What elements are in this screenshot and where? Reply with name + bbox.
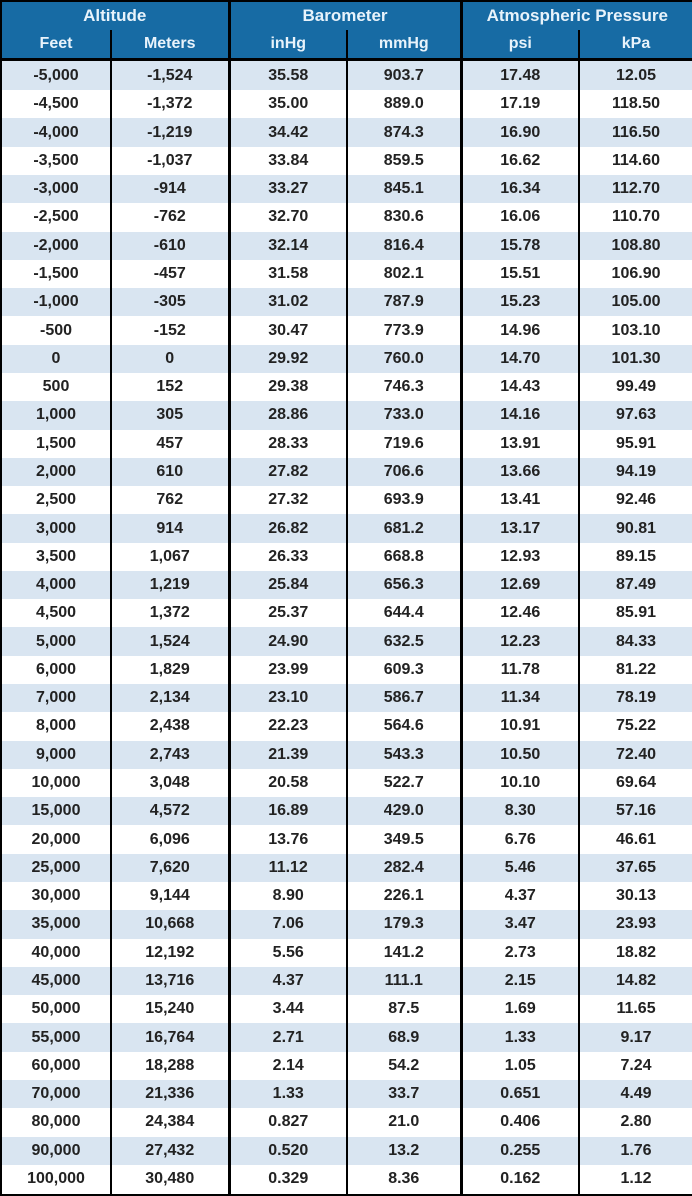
cell-meters: 2,743 (111, 741, 229, 769)
table-row (1, 1108, 692, 1136)
cell-kpa: 89.15 (579, 543, 692, 571)
column-sub-header-row (1, 30, 692, 60)
column-group-feet: Altitude (1, 1, 229, 30)
cell-meters: 3,048 (111, 769, 229, 797)
cell-mmhg: 845.1 (347, 175, 461, 203)
cell-kpa: 110.70 (579, 203, 692, 231)
column-header-kpa: kPa (579, 30, 692, 60)
cell-feet: 7,000 (1, 684, 111, 712)
cell-psi: 8.30 (461, 797, 579, 825)
cell-inhg: 5.56 (229, 939, 347, 967)
cell-mmhg: 681.2 (347, 514, 461, 542)
table-row (1, 458, 692, 486)
cell-feet: -500 (1, 316, 111, 344)
column-group-psi: Atmospheric Pressure (461, 1, 692, 30)
cell-psi: 1.05 (461, 1052, 579, 1080)
table-row (1, 967, 692, 995)
cell-feet: 70,000 (1, 1080, 111, 1108)
cell-feet: 4,000 (1, 571, 111, 599)
cell-mmhg: 830.6 (347, 203, 461, 231)
cell-meters: 2,438 (111, 712, 229, 740)
cell-mmhg: 746.3 (347, 373, 461, 401)
cell-psi: 5.46 (461, 854, 579, 882)
cell-mmhg: 54.2 (347, 1052, 461, 1080)
cell-meters: -152 (111, 316, 229, 344)
cell-inhg: 27.82 (229, 458, 347, 486)
cell-kpa: 90.81 (579, 514, 692, 542)
cell-kpa: 87.49 (579, 571, 692, 599)
cell-inhg: 8.90 (229, 882, 347, 910)
table-row (1, 1052, 692, 1080)
cell-mmhg: 874.3 (347, 118, 461, 146)
cell-mmhg: 141.2 (347, 939, 461, 967)
cell-meters: 1,219 (111, 571, 229, 599)
cell-mmhg: 693.9 (347, 486, 461, 514)
cell-inhg: 2.14 (229, 1052, 347, 1080)
cell-inhg: 32.70 (229, 203, 347, 231)
cell-inhg: 27.32 (229, 486, 347, 514)
cell-psi: 10.10 (461, 769, 579, 797)
cell-mmhg: 773.9 (347, 316, 461, 344)
cell-meters: 2,134 (111, 684, 229, 712)
cell-kpa: 2.80 (579, 1108, 692, 1136)
cell-mmhg: 632.5 (347, 627, 461, 655)
cell-inhg: 20.58 (229, 769, 347, 797)
cell-meters: 1,829 (111, 656, 229, 684)
table-row (1, 797, 692, 825)
cell-meters: 30,480 (111, 1165, 229, 1195)
cell-inhg: 31.02 (229, 288, 347, 316)
cell-meters: -1,037 (111, 147, 229, 175)
cell-kpa: 46.61 (579, 825, 692, 853)
cell-kpa: 57.16 (579, 797, 692, 825)
table-row (1, 712, 692, 740)
cell-meters: -610 (111, 232, 229, 260)
cell-meters: 0 (111, 345, 229, 373)
cell-kpa: 37.65 (579, 854, 692, 882)
cell-mmhg: 21.0 (347, 1108, 461, 1136)
cell-feet: 1,500 (1, 430, 111, 458)
cell-inhg: 25.84 (229, 571, 347, 599)
cell-kpa: 101.30 (579, 345, 692, 373)
cell-feet: 50,000 (1, 995, 111, 1023)
cell-psi: 0.406 (461, 1108, 579, 1136)
cell-mmhg: 226.1 (347, 882, 461, 910)
cell-kpa: 7.24 (579, 1052, 692, 1080)
cell-kpa: 84.33 (579, 627, 692, 655)
cell-psi: 12.69 (461, 571, 579, 599)
cell-psi: 16.34 (461, 175, 579, 203)
cell-mmhg: 564.6 (347, 712, 461, 740)
cell-meters: 27,432 (111, 1137, 229, 1165)
cell-kpa: 23.93 (579, 910, 692, 938)
column-header-mmhg: mmHg (347, 30, 461, 60)
table-row (1, 486, 692, 514)
cell-mmhg: 8.36 (347, 1165, 461, 1195)
cell-meters: 18,288 (111, 1052, 229, 1080)
cell-feet: 6,000 (1, 656, 111, 684)
cell-kpa: 85.91 (579, 599, 692, 627)
table-row (1, 203, 692, 231)
column-header-meters: Meters (111, 30, 229, 60)
cell-meters: 10,668 (111, 910, 229, 938)
cell-meters: 1,067 (111, 543, 229, 571)
cell-feet: 10,000 (1, 769, 111, 797)
cell-inhg: 33.84 (229, 147, 347, 175)
cell-psi: 17.48 (461, 60, 579, 91)
cell-mmhg: 349.5 (347, 825, 461, 853)
cell-psi: 3.47 (461, 910, 579, 938)
cell-inhg: 29.38 (229, 373, 347, 401)
cell-feet: 5,000 (1, 627, 111, 655)
cell-inhg: 0.827 (229, 1108, 347, 1136)
cell-kpa: 69.64 (579, 769, 692, 797)
cell-feet: -1,000 (1, 288, 111, 316)
cell-kpa: 81.22 (579, 656, 692, 684)
column-group-inhg: Barometer (229, 1, 461, 30)
cell-inhg: 4.37 (229, 967, 347, 995)
cell-feet: -4,000 (1, 118, 111, 146)
cell-mmhg: 87.5 (347, 995, 461, 1023)
cell-inhg: 31.58 (229, 260, 347, 288)
cell-inhg: 2.71 (229, 1023, 347, 1051)
cell-psi: 6.76 (461, 825, 579, 853)
cell-psi: 2.15 (461, 967, 579, 995)
cell-psi: 0.651 (461, 1080, 579, 1108)
cell-inhg: 16.89 (229, 797, 347, 825)
table-header (1, 1, 692, 60)
cell-meters: 1,524 (111, 627, 229, 655)
cell-mmhg: 802.1 (347, 260, 461, 288)
cell-mmhg: 760.0 (347, 345, 461, 373)
cell-feet: 90,000 (1, 1137, 111, 1165)
cell-inhg: 35.00 (229, 90, 347, 118)
table-row (1, 260, 692, 288)
cell-meters: 152 (111, 373, 229, 401)
cell-inhg: 1.33 (229, 1080, 347, 1108)
cell-inhg: 25.37 (229, 599, 347, 627)
cell-meters: 6,096 (111, 825, 229, 853)
cell-feet: -4,500 (1, 90, 111, 118)
table-row (1, 345, 692, 373)
cell-psi: 0.255 (461, 1137, 579, 1165)
cell-mmhg: 543.3 (347, 741, 461, 769)
cell-kpa: 11.65 (579, 995, 692, 1023)
cell-feet: 15,000 (1, 797, 111, 825)
cell-kpa: 114.60 (579, 147, 692, 175)
cell-meters: 762 (111, 486, 229, 514)
table-row (1, 882, 692, 910)
cell-mmhg: 282.4 (347, 854, 461, 882)
cell-meters: 610 (111, 458, 229, 486)
table-row (1, 769, 692, 797)
cell-meters: 12,192 (111, 939, 229, 967)
cell-meters: -914 (111, 175, 229, 203)
cell-feet: 30,000 (1, 882, 111, 910)
cell-kpa: 118.50 (579, 90, 692, 118)
cell-feet: 25,000 (1, 854, 111, 882)
cell-meters: 1,372 (111, 599, 229, 627)
cell-feet: 100,000 (1, 1165, 111, 1195)
cell-mmhg: 522.7 (347, 769, 461, 797)
cell-feet: -2,500 (1, 203, 111, 231)
cell-kpa: 116.50 (579, 118, 692, 146)
cell-meters: -457 (111, 260, 229, 288)
cell-meters: 305 (111, 401, 229, 429)
cell-mmhg: 429.0 (347, 797, 461, 825)
cell-inhg: 0.329 (229, 1165, 347, 1195)
cell-inhg: 28.86 (229, 401, 347, 429)
cell-meters: -1,372 (111, 90, 229, 118)
table-row (1, 1023, 692, 1051)
cell-mmhg: 668.8 (347, 543, 461, 571)
cell-mmhg: 889.0 (347, 90, 461, 118)
cell-feet: -2,000 (1, 232, 111, 260)
cell-inhg: 28.33 (229, 430, 347, 458)
cell-psi: 15.51 (461, 260, 579, 288)
cell-psi: 10.91 (461, 712, 579, 740)
cell-feet: 8,000 (1, 712, 111, 740)
cell-meters: -1,219 (111, 118, 229, 146)
cell-feet: 20,000 (1, 825, 111, 853)
cell-inhg: 26.82 (229, 514, 347, 542)
cell-feet: -3,500 (1, 147, 111, 175)
table-row (1, 373, 692, 401)
cell-inhg: 11.12 (229, 854, 347, 882)
cell-mmhg: 706.6 (347, 458, 461, 486)
cell-mmhg: 609.3 (347, 656, 461, 684)
cell-meters: 13,716 (111, 967, 229, 995)
cell-kpa: 97.63 (579, 401, 692, 429)
table-row (1, 910, 692, 938)
cell-kpa: 105.00 (579, 288, 692, 316)
cell-meters: 9,144 (111, 882, 229, 910)
cell-inhg: 21.39 (229, 741, 347, 769)
cell-kpa: 72.40 (579, 741, 692, 769)
cell-psi: 1.69 (461, 995, 579, 1023)
table-row (1, 316, 692, 344)
cell-psi: 14.43 (461, 373, 579, 401)
cell-inhg: 0.520 (229, 1137, 347, 1165)
cell-kpa: 75.22 (579, 712, 692, 740)
table-row (1, 656, 692, 684)
cell-meters: 16,764 (111, 1023, 229, 1051)
cell-psi: 15.78 (461, 232, 579, 260)
table-row (1, 543, 692, 571)
cell-psi: 16.90 (461, 118, 579, 146)
cell-psi: 13.91 (461, 430, 579, 458)
cell-feet: 2,500 (1, 486, 111, 514)
cell-psi: 14.16 (461, 401, 579, 429)
cell-feet: 80,000 (1, 1108, 111, 1136)
cell-psi: 4.37 (461, 882, 579, 910)
cell-inhg: 32.14 (229, 232, 347, 260)
cell-meters: 4,572 (111, 797, 229, 825)
cell-inhg: 23.99 (229, 656, 347, 684)
cell-kpa: 95.91 (579, 430, 692, 458)
table-row (1, 288, 692, 316)
table-row (1, 939, 692, 967)
table-row (1, 430, 692, 458)
cell-meters: -1,524 (111, 60, 229, 91)
cell-feet: -1,500 (1, 260, 111, 288)
cell-inhg: 35.58 (229, 60, 347, 91)
cell-psi: 16.62 (461, 147, 579, 175)
table-row (1, 684, 692, 712)
cell-kpa: 106.90 (579, 260, 692, 288)
cell-psi: 13.17 (461, 514, 579, 542)
column-group-header-row (1, 1, 692, 30)
cell-psi: 11.34 (461, 684, 579, 712)
cell-inhg: 33.27 (229, 175, 347, 203)
cell-kpa: 1.12 (579, 1165, 692, 1195)
cell-psi: 14.96 (461, 316, 579, 344)
cell-inhg: 34.42 (229, 118, 347, 146)
table-row (1, 995, 692, 1023)
cell-feet: 500 (1, 373, 111, 401)
cell-psi: 17.19 (461, 90, 579, 118)
cell-psi: 15.23 (461, 288, 579, 316)
table-row (1, 147, 692, 175)
cell-kpa: 14.82 (579, 967, 692, 995)
table-row (1, 571, 692, 599)
cell-mmhg: 656.3 (347, 571, 461, 599)
table-row (1, 401, 692, 429)
cell-feet: 3,000 (1, 514, 111, 542)
cell-mmhg: 33.7 (347, 1080, 461, 1108)
cell-psi: 2.73 (461, 939, 579, 967)
cell-meters: -762 (111, 203, 229, 231)
cell-inhg: 7.06 (229, 910, 347, 938)
cell-mmhg: 787.9 (347, 288, 461, 316)
cell-feet: -5,000 (1, 60, 111, 91)
cell-feet: 9,000 (1, 741, 111, 769)
cell-kpa: 78.19 (579, 684, 692, 712)
cell-inhg: 26.33 (229, 543, 347, 571)
column-header-inhg: inHg (229, 30, 347, 60)
cell-feet: 45,000 (1, 967, 111, 995)
table-row (1, 599, 692, 627)
cell-inhg: 29.92 (229, 345, 347, 373)
cell-mmhg: 859.5 (347, 147, 461, 175)
column-header-psi: psi (461, 30, 579, 60)
table-row (1, 1137, 692, 1165)
cell-kpa: 99.49 (579, 373, 692, 401)
cell-feet: 40,000 (1, 939, 111, 967)
table-row (1, 1080, 692, 1108)
cell-kpa: 12.05 (579, 60, 692, 91)
cell-meters: 914 (111, 514, 229, 542)
cell-feet: 35,000 (1, 910, 111, 938)
table-row (1, 90, 692, 118)
cell-inhg: 3.44 (229, 995, 347, 1023)
cell-mmhg: 179.3 (347, 910, 461, 938)
cell-kpa: 1.76 (579, 1137, 692, 1165)
cell-mmhg: 586.7 (347, 684, 461, 712)
table-row (1, 627, 692, 655)
cell-kpa: 112.70 (579, 175, 692, 203)
cell-kpa: 9.17 (579, 1023, 692, 1051)
cell-kpa: 4.49 (579, 1080, 692, 1108)
cell-inhg: 22.23 (229, 712, 347, 740)
table-row (1, 825, 692, 853)
cell-mmhg: 644.4 (347, 599, 461, 627)
cell-psi: 12.23 (461, 627, 579, 655)
cell-meters: -305 (111, 288, 229, 316)
cell-feet: -3,000 (1, 175, 111, 203)
cell-psi: 10.50 (461, 741, 579, 769)
table-row (1, 175, 692, 203)
cell-psi: 14.70 (461, 345, 579, 373)
cell-kpa: 108.80 (579, 232, 692, 260)
cell-feet: 1,000 (1, 401, 111, 429)
table-row (1, 514, 692, 542)
cell-inhg: 30.47 (229, 316, 347, 344)
cell-feet: 2,000 (1, 458, 111, 486)
cell-meters: 7,620 (111, 854, 229, 882)
cell-psi: 11.78 (461, 656, 579, 684)
cell-meters: 457 (111, 430, 229, 458)
table-row (1, 232, 692, 260)
cell-kpa: 103.10 (579, 316, 692, 344)
cell-inhg: 13.76 (229, 825, 347, 853)
cell-feet: 60,000 (1, 1052, 111, 1080)
cell-psi: 16.06 (461, 203, 579, 231)
cell-mmhg: 733.0 (347, 401, 461, 429)
table-row (1, 118, 692, 146)
table-row (1, 60, 692, 91)
table-row (1, 854, 692, 882)
cell-meters: 21,336 (111, 1080, 229, 1108)
cell-meters: 15,240 (111, 995, 229, 1023)
cell-psi: 1.33 (461, 1023, 579, 1051)
cell-mmhg: 68.9 (347, 1023, 461, 1051)
cell-kpa: 18.82 (579, 939, 692, 967)
cell-feet: 55,000 (1, 1023, 111, 1051)
cell-feet: 4,500 (1, 599, 111, 627)
cell-mmhg: 13.2 (347, 1137, 461, 1165)
cell-kpa: 30.13 (579, 882, 692, 910)
cell-mmhg: 111.1 (347, 967, 461, 995)
table-row (1, 741, 692, 769)
cell-kpa: 94.19 (579, 458, 692, 486)
cell-mmhg: 719.6 (347, 430, 461, 458)
cell-feet: 0 (1, 345, 111, 373)
cell-meters: 24,384 (111, 1108, 229, 1136)
table-row (1, 1165, 692, 1195)
cell-inhg: 24.90 (229, 627, 347, 655)
cell-kpa: 92.46 (579, 486, 692, 514)
cell-psi: 12.46 (461, 599, 579, 627)
cell-psi: 13.66 (461, 458, 579, 486)
cell-psi: 13.41 (461, 486, 579, 514)
cell-inhg: 23.10 (229, 684, 347, 712)
cell-psi: 0.162 (461, 1165, 579, 1195)
cell-psi: 12.93 (461, 543, 579, 571)
cell-mmhg: 903.7 (347, 60, 461, 91)
column-header-feet: Feet (1, 30, 111, 60)
cell-mmhg: 816.4 (347, 232, 461, 260)
table-body (1, 60, 692, 1196)
cell-feet: 3,500 (1, 543, 111, 571)
